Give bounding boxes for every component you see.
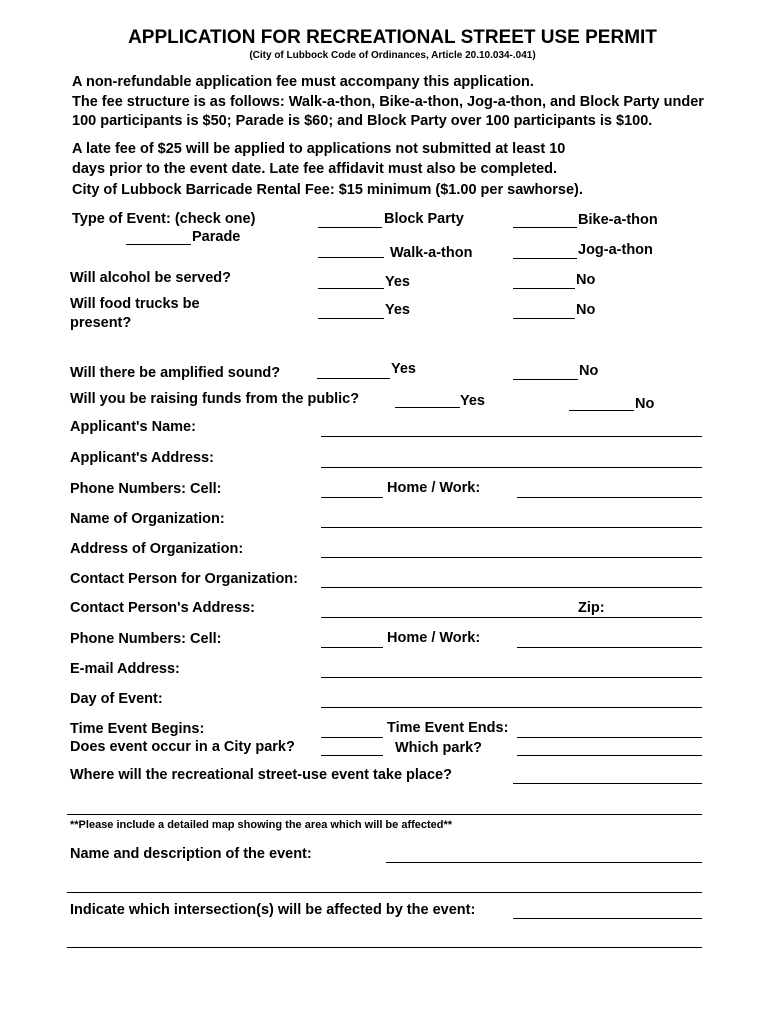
sound-no-label: No — [579, 363, 599, 379]
applicant-name-field[interactable] — [321, 436, 702, 437]
bike-a-thon-option: Bike-a-thon — [578, 212, 658, 228]
applicant-address-label: Applicant's Address: — [70, 450, 214, 466]
org-name-field[interactable] — [321, 527, 702, 528]
event-location-label: Where will the recreational street-use event take place? — [70, 767, 452, 783]
intersections-field[interactable] — [513, 918, 702, 919]
food-trucks-no-line[interactable] — [513, 318, 575, 319]
event-description-field-2[interactable] — [67, 892, 702, 893]
funds-yes-line[interactable] — [395, 407, 460, 408]
funds-no-line[interactable] — [569, 410, 634, 411]
intersections-field-2[interactable] — [67, 947, 702, 948]
funds-question: Will you be raising funds from the public? — [70, 391, 360, 407]
org-name-label: Name of Organization: — [70, 511, 225, 527]
parade-option: Parade — [192, 229, 241, 245]
alcohol-yes-line[interactable] — [318, 288, 384, 289]
time-ends-field[interactable] — [517, 737, 702, 738]
map-note: **Please include a detailed map showing the area which will be affected** — [70, 819, 453, 831]
form-subtitle: (City of Lubbock Code of Ordinances, Article 20.10.034-.041) — [249, 50, 536, 61]
fee-line-2: The fee structure is as follows: Walk-a-thon, Bike-a-thon, Jog-a-thon, and Block Party under — [72, 94, 704, 110]
phone-cell-label: Phone Numbers: Cell: — [70, 481, 222, 497]
time-begins-field[interactable] — [321, 737, 383, 738]
contact-address-field[interactable] — [321, 617, 702, 618]
day-of-event-label: Day of Event: — [70, 691, 163, 707]
org-address-label: Address of Organization: — [70, 541, 244, 557]
home-work-field-2[interactable] — [517, 647, 702, 648]
which-park-label: Which park? — [395, 740, 483, 756]
zip-label: Zip: — [578, 600, 605, 616]
funds-no-label: No — [635, 396, 655, 412]
contact-address-label: Contact Person's Address: — [70, 600, 256, 616]
event-location-field-2[interactable] — [67, 814, 702, 815]
phone-cell-field[interactable] — [321, 497, 383, 498]
food-trucks-yes-line[interactable] — [318, 318, 384, 319]
applicant-address-field[interactable] — [321, 467, 702, 468]
block-party-option: Block Party — [384, 211, 464, 227]
event-type-label: Type of Event: (check one) — [72, 211, 256, 227]
food-trucks-no-label: No — [576, 302, 596, 318]
alcohol-no-line[interactable] — [513, 288, 575, 289]
email-field[interactable] — [321, 677, 702, 678]
fee-line-3: 100 participants is $50; Parade is $60; and Block Party over 100 participants is $100. — [72, 113, 653, 129]
contact-person-label: Contact Person for Organization: — [70, 571, 298, 587]
funds-yes-label: Yes — [460, 393, 485, 409]
block-party-checkbox-line[interactable] — [318, 227, 382, 228]
contact-person-field[interactable] — [321, 587, 702, 588]
day-of-event-field[interactable] — [321, 707, 702, 708]
which-park-field[interactable] — [517, 755, 702, 756]
walk-a-thon-option: Walk-a-thon — [390, 245, 473, 261]
food-trucks-question-line-2: present? — [70, 315, 132, 331]
sound-no-line[interactable] — [513, 379, 578, 380]
city-park-label: Does event occur in a City park? — [70, 739, 295, 755]
applicant-name-label: Applicant's Name: — [70, 419, 196, 435]
city-park-field[interactable] — [321, 755, 383, 756]
late-fee-line-2: days prior to the event date. Late fee affidavit must also be completed. — [72, 161, 558, 177]
fee-line-1: A non-refundable application fee must accompany this application. — [72, 74, 534, 90]
event-location-field[interactable] — [513, 783, 702, 784]
event-description-label: Name and description of the event: — [70, 846, 312, 862]
barricade-fee-line: City of Lubbock Barricade Rental Fee: $15 minimum ($1.00 per sawhorse). — [72, 182, 583, 198]
jog-a-thon-checkbox-line[interactable] — [513, 258, 577, 259]
walk-a-thon-checkbox-line[interactable] — [318, 257, 384, 258]
food-trucks-question-line-1: Will food trucks be — [70, 296, 200, 312]
event-description-field[interactable] — [386, 862, 702, 863]
form-title: APPLICATION FOR RECREATIONAL STREET USE PERMIT — [128, 27, 657, 48]
org-address-field[interactable] — [321, 557, 702, 558]
food-trucks-yes-label: Yes — [385, 302, 410, 318]
home-work-label: Home / Work: — [387, 480, 481, 496]
sound-question: Will there be amplified sound? — [70, 365, 281, 381]
phone-cell-label-2: Phone Numbers: Cell: — [70, 631, 222, 647]
time-begins-label: Time Event Begins: — [70, 721, 205, 737]
parade-checkbox-line[interactable] — [126, 244, 191, 245]
alcohol-yes-label: Yes — [385, 274, 410, 290]
home-work-field[interactable] — [517, 497, 702, 498]
alcohol-question: Will alcohol be served? — [70, 270, 232, 286]
intersections-label: Indicate which intersection(s) will be affected by the event: — [70, 902, 476, 918]
jog-a-thon-option: Jog-a-thon — [578, 242, 653, 258]
phone-cell-field-2[interactable] — [321, 647, 383, 648]
email-label: E-mail Address: — [70, 661, 180, 677]
home-work-label-2: Home / Work: — [387, 630, 481, 646]
bike-a-thon-checkbox-line[interactable] — [513, 227, 577, 228]
sound-yes-label: Yes — [391, 361, 416, 377]
alcohol-no-label: No — [576, 272, 596, 288]
sound-yes-line[interactable] — [317, 378, 390, 379]
time-ends-label: Time Event Ends: — [387, 720, 509, 736]
late-fee-line-1: A late fee of $25 will be applied to applications not submitted at least 10 — [72, 141, 566, 157]
